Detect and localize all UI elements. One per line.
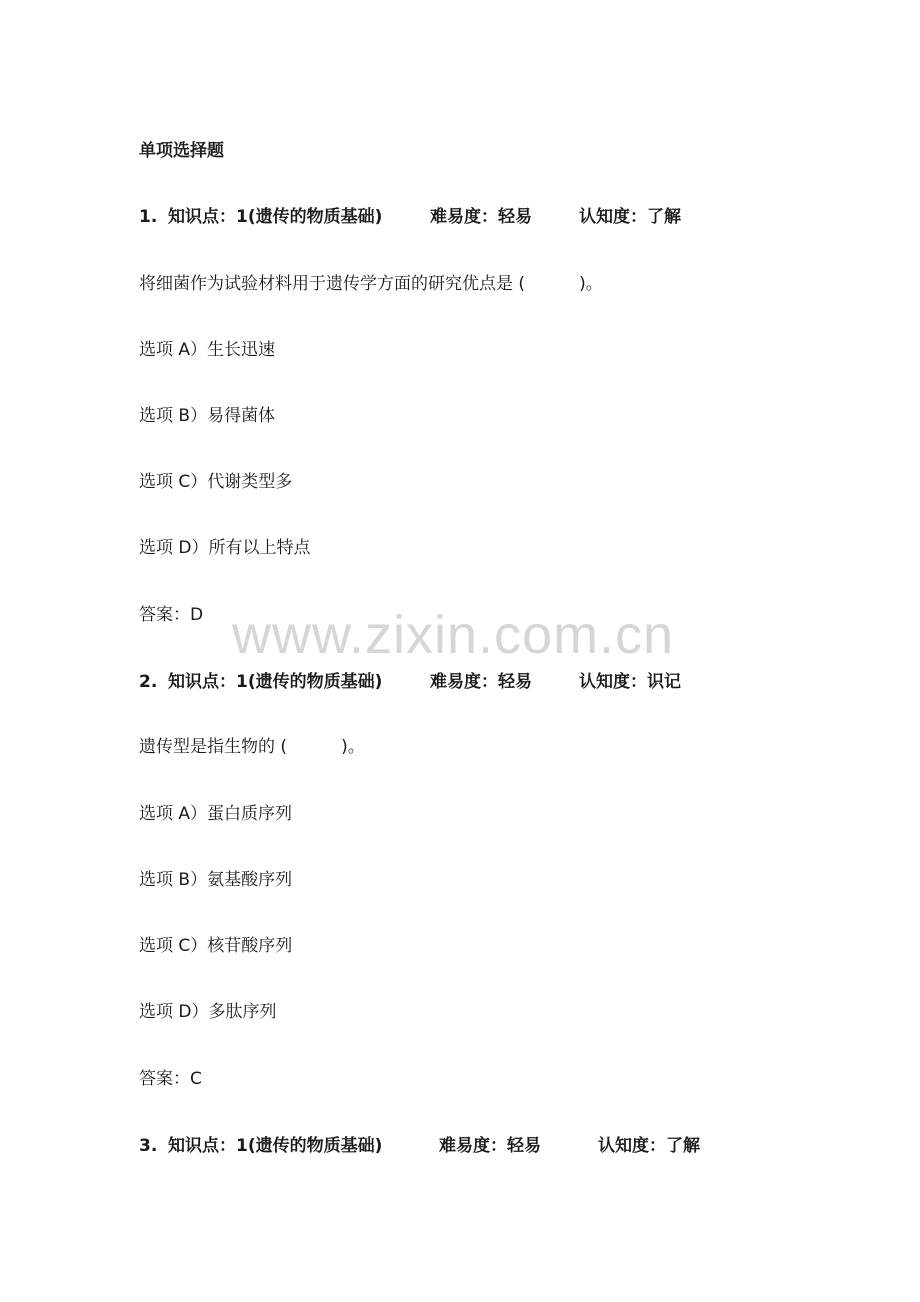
question-1-option-c: 选项 C）代谢类型多: [139, 472, 293, 492]
question-2-knowledge: 知识点：1(遗传的物质基础): [168, 672, 383, 692]
question-2-option-b: 选项 B）氨基酸序列: [139, 870, 293, 890]
question-2-option-a: 选项 A）蛋白质序列: [139, 804, 293, 824]
question-2-option-d: 选项 D）多肽序列: [139, 1002, 277, 1022]
watermark: www.zixin.com.cn: [232, 605, 675, 665]
question-2-answer: 答案：C: [139, 1069, 202, 1089]
question-1-stem: 将细菌作为试验材料用于遗传学方面的研究优点是 ( )。: [139, 274, 603, 294]
question-2-option-c: 选项 C）核苷酸序列: [139, 936, 293, 956]
question-2-stem: 遗传型是指生物的 ( )。: [139, 737, 365, 757]
question-2-difficulty: 难易度：轻易: [430, 672, 532, 692]
question-1-meta: [139, 205, 739, 229]
question-2-cognition: 认知度：识记: [579, 672, 681, 692]
question-1-answer: 答案：D: [139, 605, 204, 625]
question-1-option-a: 选项 A）生长迅速: [139, 340, 276, 360]
question-1-option-b: 选项 B）易得菌体: [139, 406, 276, 426]
question-2-number: 2.: [139, 672, 158, 692]
question-3-meta: [139, 1134, 759, 1158]
question-2-meta: [139, 670, 739, 694]
question-3-knowledge: 知识点：1(遗传的物质基础): [168, 1136, 383, 1156]
question-3-cognition: 认知度：了解: [598, 1136, 700, 1156]
question-1-difficulty: 难易度：轻易: [430, 207, 532, 227]
question-1-option-d: 选项 D）所有以上特点: [139, 538, 311, 558]
question-3-number: 3.: [139, 1136, 158, 1156]
question-3-difficulty: 难易度：轻易: [439, 1136, 541, 1156]
question-1-number: 1.: [139, 207, 158, 227]
question-1-cognition: 认知度：了解: [579, 207, 681, 227]
section-title: 单项选择题: [139, 141, 224, 161]
question-1-knowledge: 知识点：1(遗传的物质基础): [168, 207, 383, 227]
